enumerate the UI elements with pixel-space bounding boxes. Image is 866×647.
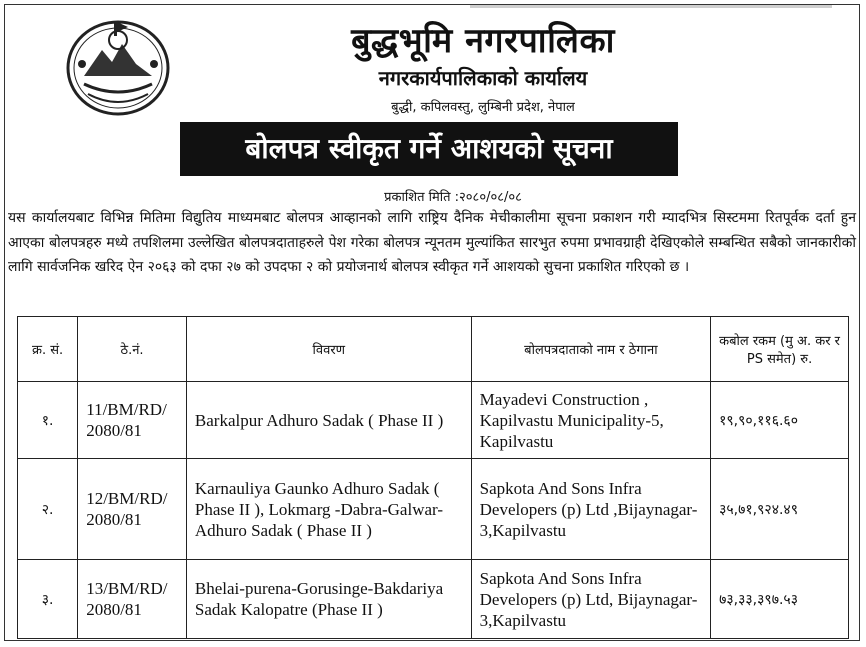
notice-body: यस कार्यालयबाट विभिन्न मितिमा विद्युतिय माध्यमबाट बोलपत्र आव्हानको लागि राष्ट्रिय दैनिक मेचीकालीमा सूचना प्रकाशन गरी म्यादभित्र सिस्टममा रितपूर्वक दर्ता हुन आएका बोलपत्रहरु मध्ये तपशिलमा उल्लेखित बोलपत्रदाताहरुले पेश गरेका बोलपत्र न्यूनतम मुल्यांकित सारभुत रुपमा प्रभावग्राही देखिएकोले सम्बन्धित सबैको जानकारीको लागि सार्वजनिक खरिद ऐन २०६३ को दफा २७ को उपदफा २ को प्रयोजनार्थ बोलपत्र स्वीकृत गर्ने आशयको सुचना प्रकाशित गरिएको छ । [8, 210, 856, 275]
cell-description: Barkalpur Adhuro Sadak ( Phase II ) [186, 382, 471, 459]
table-header-row [18, 317, 849, 382]
cell-bidder: Sapkota And Sons Infra Developers (p) Ltd ,Bijaynagar-3,Kapilvastu [471, 459, 710, 560]
col-header-description: विवरण [186, 317, 471, 382]
table-row [18, 560, 849, 639]
cell-description: Karnauliya Gaunko Adhuro Sadak ( Phase II ), Lokmarg -Dabra-Galwar-Adhuro Sadak ( Phase II ) [186, 459, 471, 560]
cell-amount: ३५,७१,९२४.४९ [711, 459, 849, 560]
col-header-sn: क्र. सं. [18, 317, 78, 382]
col-header-contract: ठे.नं. [78, 317, 187, 382]
office-address: बुद्धी, कपिलवस्तु, लुम्बिनी प्रदेश, नेपाल [391, 100, 575, 115]
notice-title: बोलपत्र स्वीकृत गर्ने आशयको सूचना [180, 122, 678, 176]
published-date: प्रकाशित मिति :२०८०/०८/०८ [384, 190, 522, 205]
cell-contract: 12/BM/RD/ 2080/81 [78, 459, 187, 560]
cell-description: Bhelai-purena-Gorusinge-Bakdariya Sadak Kalopatre (Phase II ) [186, 560, 471, 639]
cell-bidder: Mayadevi Construction , Kapilvastu Municipality-5, Kapilvastu [471, 382, 710, 459]
award-table [17, 316, 849, 639]
cell-contract: 13/BM/RD/ 2080/81 [78, 560, 187, 639]
table-row [18, 382, 849, 459]
col-header-bidder: बोलपत्रदाताको नाम र ठेगाना [471, 317, 710, 382]
cell-amount: ७३,३३,३९७.५३ [711, 560, 849, 639]
cell-sn: ३. [18, 560, 78, 639]
cell-bidder: Sapkota And Sons Infra Developers (p) Ltd, Bijaynagar-3,Kapilvastu [471, 560, 710, 639]
municipality-name: बुद्धभूमि नगरपालिका [351, 21, 615, 61]
cell-sn: १. [18, 382, 78, 459]
col-header-amount: कबोल रकम (मु अ. कर र PS समेत) रु. [711, 317, 849, 382]
table-row [18, 459, 849, 560]
office-name: नगरकार्यपालिकाको कार्यालय [378, 66, 588, 90]
cell-contract: 11/BM/RD/ 2080/81 [78, 382, 187, 459]
cell-amount: १९,९०,११६.६० [711, 382, 849, 459]
cell-sn: २. [18, 459, 78, 560]
